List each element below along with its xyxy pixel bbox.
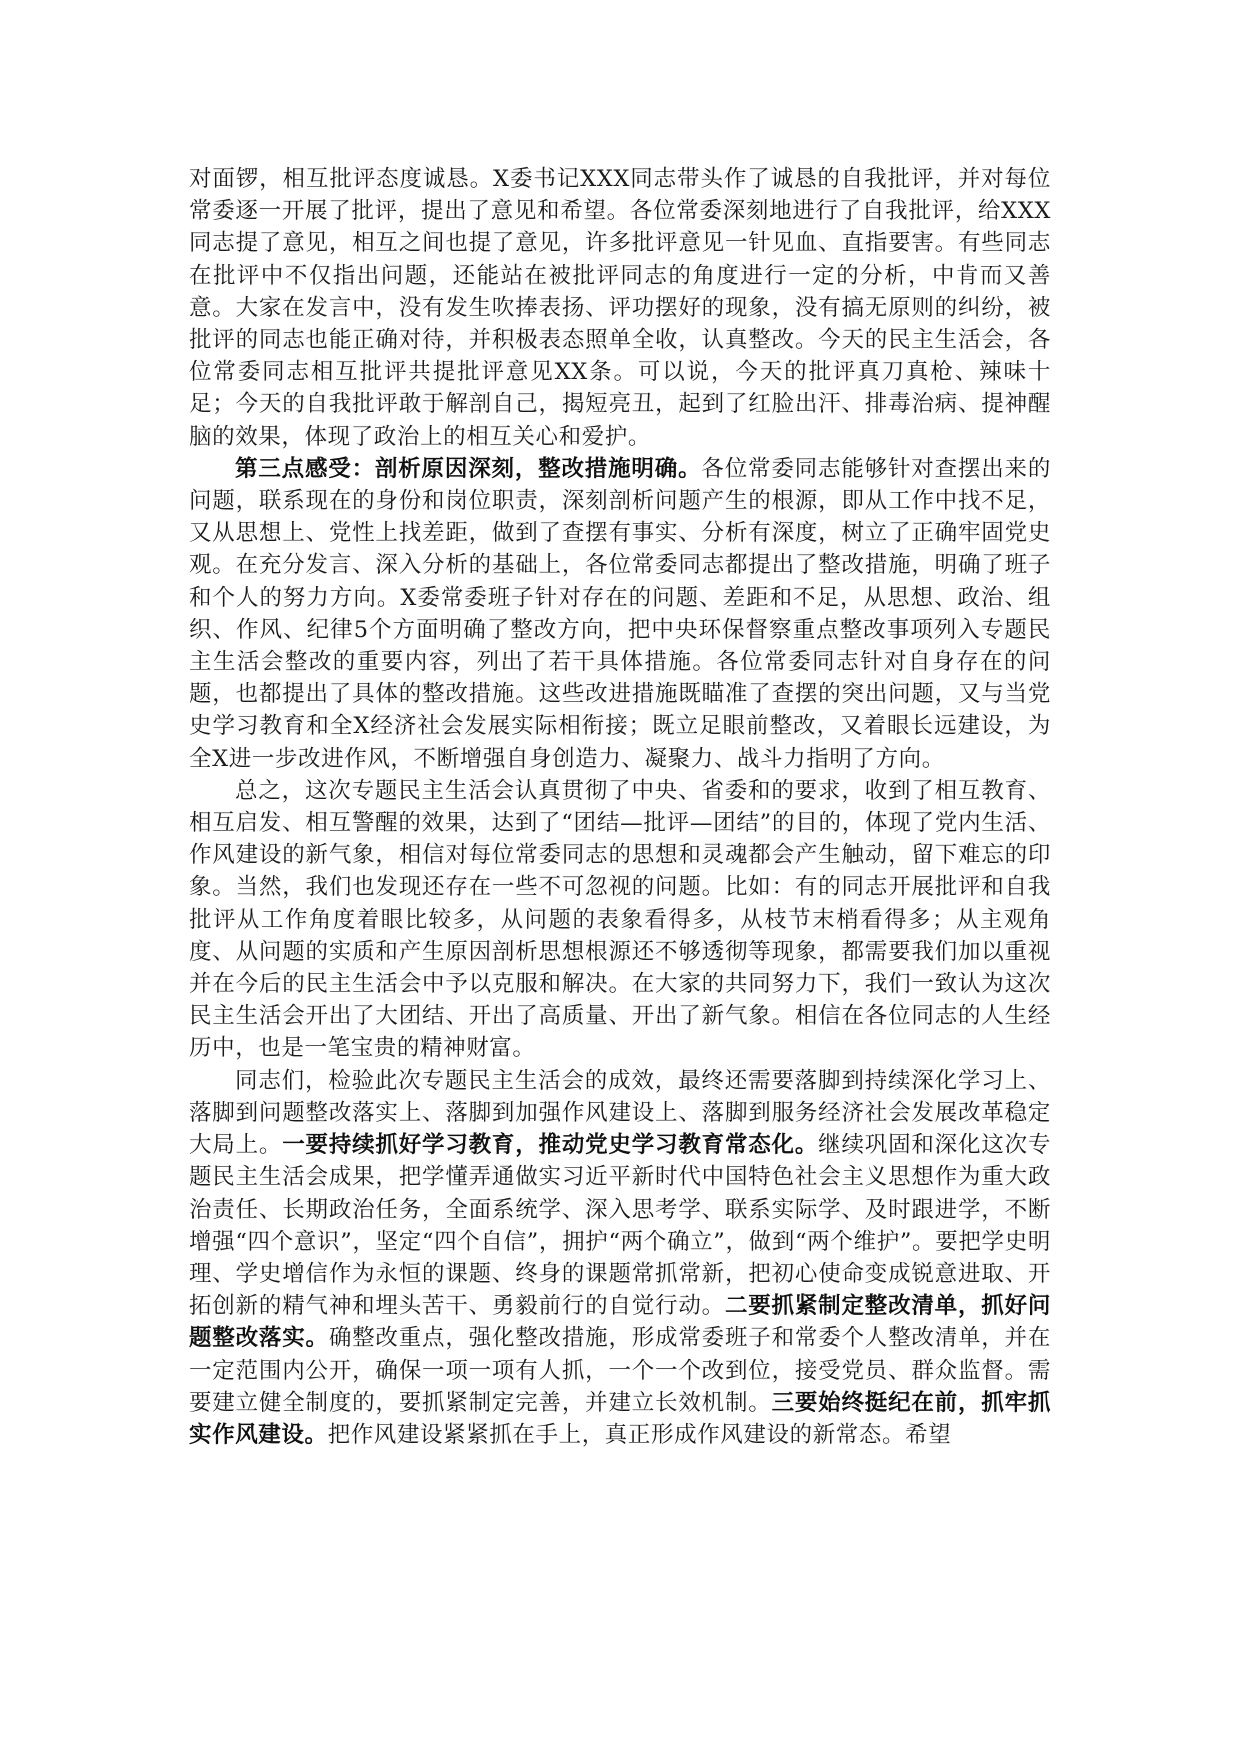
paragraph-4: [189, 1065, 1051, 1451]
paragraph-4-heading-1: 一要持续抓好学习教育，推动党史学习教育常态化。: [282, 1132, 819, 1159]
paragraph-2-text: 各位常委同志能够针对查摆出来的问题，联系现在的身份和岗位职责，深刻剖析问题产生的根源，即从工作中找不足，又从思想上、党性上找差距，做到了查摆有事实、分析有深度，树立了正确牢固党史观。在充分发言、深入分析的基础上，各位常委同志都提出了整改措施，明确了班子和个人的努力方向。X委常委班子针对存在的问题、差距和不足，从思想、政治、组织、作风、纪律5个方面明确了整改方向，把中央环保督察重点整改事项列入专题民主生活会整改的重要内容，列出了若干具体措施。各位常委同志针对自身存在的问题，也都提出了具体的整改措施。这些改进措施既瞄准了查摆的突出问题，又与当党史学习教育和全X经济社会发展实际相衔接；既立足眼前整改，又着眼长远建设，为全X进一步改进作风，不断增强自身创造力、凝聚力、战斗力指明了方向。: [189, 455, 1051, 772]
paragraph-1-text: 对面锣，相互批评态度诚恳。X委书记XXX同志带头作了诚恳的自我批评，并对每位常委逐一开展了批评，提出了意见和希望。各位常委深刻地进行了自我批评，给XXX同志提了意见，相互之间也提了意见，许多批评意见一针见血、直指要害。有些同志在批评中不仅指出问题，还能站在被批评同志的角度进行一定的分析，中肯而又善意。大家在发言中，没有发生吹捧表扬、评功摆好的现象，没有搞无原则的纠纷，被批评的同志也能正确对待，并积极表态照单全收，认真整改。今天的民主生活会，各位常委同志相互批评共提批评意见XX条。可以说，今天的批评真刀真枪、辣味十足；今天的自我批评敢于解剖自己，揭短亮丑，起到了红脸出汗、排毒治病、提神醒脑的效果，体现了政治上的相互关心和爱护。: [189, 166, 1051, 450]
paragraph-2-heading: 第三点感受：剖析原因深刻，整改措施明确。: [235, 455, 702, 482]
paragraph-4-text-intro: 同志们，检验此次专题民主生活会的成效，最终还需要落脚到持续深化学习上、落脚到问题整改落实上、落脚到加强作风建设上、落脚到服务经济社会发展改革稳定大局上。: [189, 1067, 1051, 1159]
paragraph-4-heading-2: 二要抓紧制定整改清单，抓好问题整改落实。: [189, 1293, 1051, 1352]
paragraph-3: [189, 775, 1051, 1065]
paragraph-4-heading-3: 三要始终挺纪在前，抓牢抓实作风建设。: [189, 1389, 1051, 1448]
paragraph-1: [189, 163, 1051, 453]
document-body: [189, 163, 1051, 1451]
paragraph-2: [189, 453, 1051, 775]
paragraph-4-text-2: 确整改重点，强化整改措施，形成常委班子和常委个人整改清单，并在一定范围内公开，确保一项一项有人抓，一个一个改到位，接受党员、群众监督。需要建立健全制度的，要抓紧制定完善，并建立长效机制。: [189, 1325, 1051, 1416]
paragraph-4-text-1: 继续巩固和深化这次专题民主生活会成果，把学懂弄通做实习近平新时代中国特色社会主义思想作为重大政治责任、长期政治任务，全面系统学、深入思考学、联系实际学、及时跟进学，不断增强“四个意识”，坚定“四个自信”，拥护“两个确立”，做到“两个维护”。要把学史明理、学史增信作为永恒的课题、终身的课题常抓常新，把初心使命变成锐意进取、开拓创新的精气神和埋头苦干、勇毅前行的自觉行动。: [189, 1132, 1051, 1320]
paragraph-3-text: 总之，这次专题民主生活会认真贯彻了中央、省委和的要求，收到了相互教育、相互启发、相互警醒的效果，达到了“团结—批评—团结”的目的，体现了党内生活、作风建设的新气象，相信对每位常委同志的思想和灵魂都会产生触动，留下难忘的印象。当然，我们也发现还存在一些不可忽视的问题。比如：有的同志开展批评和自我批评从工作角度着眼比较多，从问题的表象看得多，从枝节末梢看得多；从主观角度、从问题的实质和产生原因剖析思想根源还不够透彻等现象，都需要我们加以重视并在今后的民主生活会中予以克服和解决。在大家的共同努力下，我们一致认为这次民主生活会开出了大团结、开出了高质量、开出了新气象。相信在各位同志的人生经历中，也是一笔宝贵的精神财富。: [189, 777, 1051, 1062]
paragraph-4-text-3: 把作风建设紧紧抓在手上，真正形成作风建设的新常态。希望: [327, 1421, 952, 1448]
